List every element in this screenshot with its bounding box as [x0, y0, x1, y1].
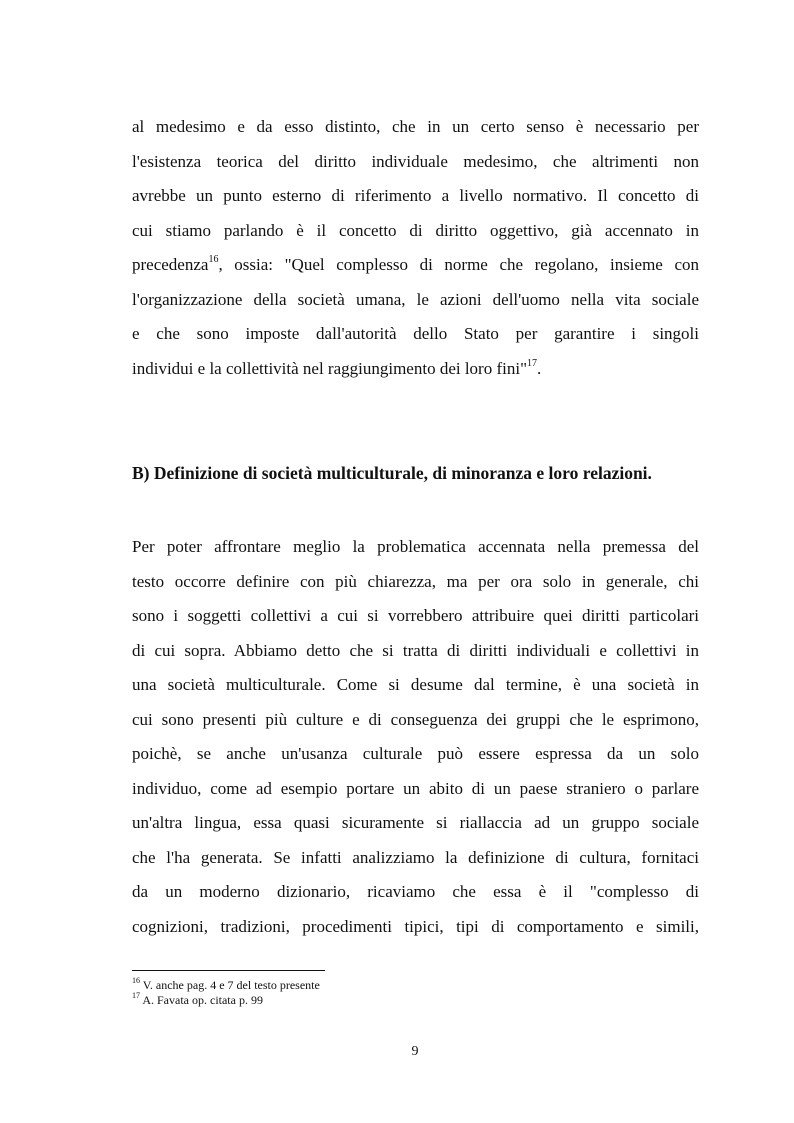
text-line: testo occorre definire con più chiarezza, ma per ora solo in generale, chi [132, 571, 699, 591]
text-line: l'esistenza teorica del diritto individuale medesimo, che altrimenti non [132, 151, 699, 171]
text-fragment: precedenza [132, 255, 209, 274]
footnote-ref-16: 16 [208, 254, 219, 266]
text-fragment: individui e la collettività nel raggiungimento dei loro fini" [132, 358, 528, 378]
text-line: di cui sopra. Abbiamo detto che si tratta di diritti individuali e collettivi in [132, 640, 699, 660]
footnote-number: 16 [132, 976, 140, 985]
text-line [132, 248, 699, 283]
footnote-text: A. Favata op. citata p. 99 [140, 993, 263, 1007]
section-heading: B) Definizione di società multiculturale, di minoranza e loro relazioni. [132, 463, 652, 483]
text-line: Per poter affrontare meglio la problematica accennata nella premessa del [132, 537, 699, 556]
footnote-17 [132, 993, 320, 1008]
text-fragment: , ossia: "Quel complesso di norme che regolano, insieme con [218, 255, 699, 274]
text-fragment: . [537, 358, 542, 378]
text-line: sono i soggetti collettivi a cui si vorrebbero attribuire quei diritti particolari [132, 606, 699, 625]
footnote-number: 17 [132, 991, 140, 1000]
footnote-separator [132, 970, 325, 971]
footnote-text: V. anche pag. 4 e 7 del testo presente [140, 978, 320, 992]
text-line: al medesimo e da esso distinto, che in un certo senso è necessario per [132, 117, 699, 136]
text-line: individuo, come ad esempio portare un abito di un paese straniero o parlare [132, 778, 699, 798]
text-line [132, 352, 699, 387]
footnote-ref-17: 17 [527, 357, 538, 369]
text-line: da un moderno dizionario, ricaviamo che essa è il "complesso di [132, 882, 699, 901]
body-paragraph-2 [132, 530, 699, 944]
footnotes [132, 978, 320, 1008]
text-line: avrebbe un punto esterno di riferimento a livello normativo. Il concetto di [132, 186, 699, 205]
text-line: e che sono imposte dall'autorità dello Stato per garantire i singoli [132, 324, 699, 343]
text-line: cui sono presenti più culture e di conseguenza dei gruppi che le esprimono, [132, 709, 699, 729]
page-number: 9 [411, 1044, 419, 1059]
text-line: un'altra lingua, essa quasi sicuramente si riallaccia ad un gruppo sociale [132, 813, 699, 832]
text-line: cui stiamo parlando è il concetto di diritto oggettivo, già accennato in [132, 220, 699, 240]
text-line: poichè, se anche un'usanza culturale può essere espressa da un solo [132, 744, 699, 763]
footnote-16 [132, 978, 320, 993]
text-line: che l'ha generata. Se infatti analizziamo la definizione di cultura, fornitaci [132, 847, 699, 867]
text-line: cognizioni, tradizioni, procedimenti tipici, tipi di comportamento e simili, [132, 916, 699, 936]
body-paragraph-1 [132, 110, 699, 386]
text-line: una società multiculturale. Come si desume dal termine, è una società in [132, 675, 699, 694]
text-line: l'organizzazione della società umana, le azioni dell'uomo nella vita sociale [132, 289, 699, 309]
